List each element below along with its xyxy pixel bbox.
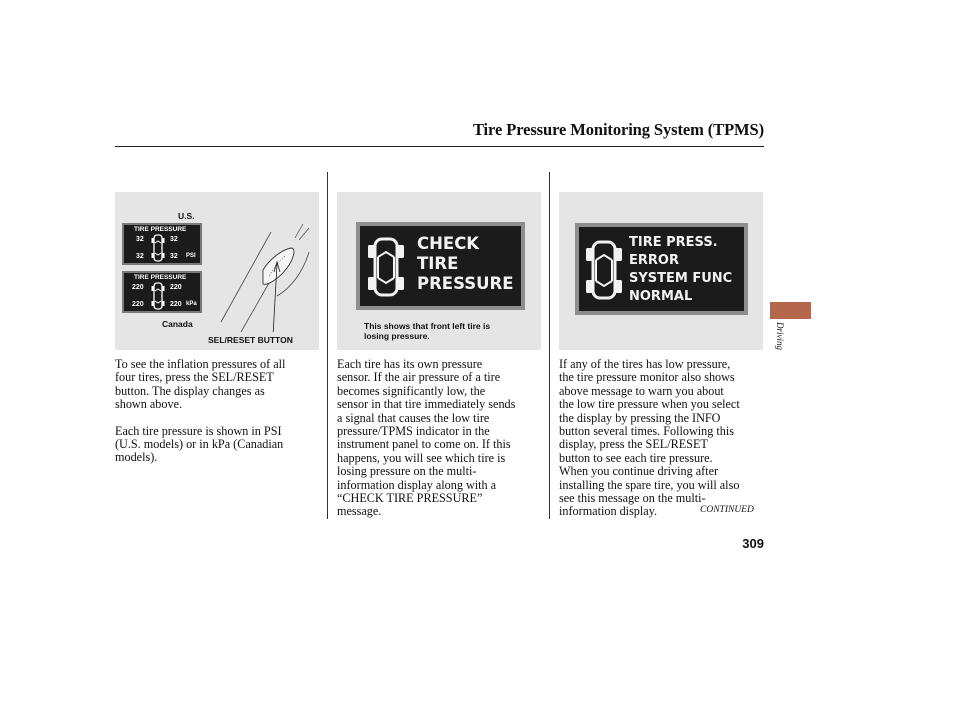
paragraph xyxy=(115,425,325,465)
text-line: display, press the SEL/RESET xyxy=(559,437,708,452)
text-line: information display along with a xyxy=(337,477,497,492)
continued-label: CONTINUED xyxy=(700,505,754,515)
section-tab xyxy=(770,302,811,319)
text-line: the tire pressure monitor also shows xyxy=(559,370,735,385)
us-label: U.S. xyxy=(178,211,195,221)
text-line: When you continue driving after xyxy=(559,464,719,479)
car-icon xyxy=(367,235,405,299)
car-icon xyxy=(151,282,165,310)
column-divider-1 xyxy=(327,172,328,519)
text-line: instrument panel to come on. If this xyxy=(337,437,511,452)
us-front-right-value: 32 xyxy=(170,236,178,243)
us-rear-left-value: 32 xyxy=(136,253,144,260)
text-line: becomes significantly low, the xyxy=(337,383,486,398)
canada-pressure-display xyxy=(122,271,202,313)
caption-line-1: This shows that front left tire is xyxy=(364,321,491,331)
illustration-panel-us-canada xyxy=(115,192,319,350)
tire-press-error-display xyxy=(575,223,748,315)
us-unit-label: PSI xyxy=(186,253,196,259)
lcd-line-1: TIRE PRESS. xyxy=(629,235,718,250)
canada-unit-label: kPa xyxy=(186,301,197,307)
steering-stalk-illustration xyxy=(211,212,317,332)
us-front-left-value: 32 xyxy=(136,236,144,243)
canada-rear-right-value: 220 xyxy=(170,301,182,308)
text-line: a signal that causes the low tire xyxy=(337,410,490,425)
text-line: models). xyxy=(115,450,158,465)
text-line: “CHECK TIRE PRESSURE” xyxy=(337,491,483,506)
us-pressure-display xyxy=(122,223,202,265)
page-title: Tire Pressure Monitoring System (TPMS) xyxy=(472,120,764,139)
canada-label: Canada xyxy=(162,319,193,329)
text-line: the display by pressing the INFO xyxy=(559,410,721,425)
illustration-panel-check-tire xyxy=(337,192,541,350)
text-line: button several times. Following this xyxy=(559,424,735,439)
column-divider-2 xyxy=(549,172,550,519)
text-line: button to see each tire pressure. xyxy=(559,450,713,465)
canada-display-heading: TIRE PRESSURE xyxy=(134,274,187,281)
text-line: message. xyxy=(337,504,382,519)
canada-front-left-value: 220 xyxy=(132,284,144,291)
text-line: Each tire has its own pressure xyxy=(337,357,483,371)
section-tab-label: Driving xyxy=(775,322,785,350)
car-icon xyxy=(585,238,623,302)
text-line: the low tire pressure when you select xyxy=(559,397,740,412)
text-line: above message to warn you about xyxy=(559,383,724,398)
lcd-line-4: NORMAL xyxy=(629,289,693,304)
lcd-line-3: PRESSURE xyxy=(417,274,514,293)
paragraph xyxy=(559,358,769,519)
paragraph xyxy=(337,358,547,519)
car-icon xyxy=(151,234,165,262)
paragraph xyxy=(115,358,325,412)
text-line: sensor. If the air pressure of a tire xyxy=(337,370,501,385)
text-line: shown above. xyxy=(115,397,183,412)
text-line: losing pressure on the multi- xyxy=(337,464,477,479)
column-1-text xyxy=(115,358,325,478)
check-tire-pressure-display xyxy=(356,222,525,310)
text-line: four tires, press the SEL/RESET xyxy=(115,370,274,385)
column-2-text xyxy=(337,358,547,532)
lcd-line-2: ERROR xyxy=(629,253,679,268)
text-line: If any of the tires has low pressure, xyxy=(559,357,731,371)
us-rear-right-value: 32 xyxy=(170,253,178,260)
text-line: button. The display changes as xyxy=(115,383,265,398)
lcd-line-3: SYSTEM FUNC xyxy=(629,271,733,286)
text-line: Each tire pressure is shown in PSI xyxy=(115,423,282,438)
lcd-line-1: CHECK xyxy=(417,234,480,253)
text-line: To see the inflation pressures of all xyxy=(115,357,286,371)
text-line: (U.S. models) or in kPa (Canadian xyxy=(115,437,284,452)
text-line: information display. xyxy=(559,504,658,519)
title-rule xyxy=(115,146,764,147)
text-line: sensor in that tire immediately sends xyxy=(337,397,516,412)
canada-rear-left-value: 220 xyxy=(132,301,144,308)
text-line: pressure/TPMS indicator in the xyxy=(337,424,490,439)
illustration-panel-error xyxy=(559,192,763,350)
caption-line-2: losing pressure. xyxy=(364,331,430,341)
canada-front-right-value: 220 xyxy=(170,284,182,291)
sel-reset-button-label: SEL/RESET BUTTON xyxy=(208,335,293,345)
page-number: 309 xyxy=(742,536,764,551)
text-line: see this message on the multi- xyxy=(559,491,706,506)
check-tire-caption xyxy=(364,321,490,341)
lcd-line-2: TIRE xyxy=(417,254,459,273)
us-display-heading: TIRE PRESSURE xyxy=(134,226,187,233)
text-line: happens, you will see which tire is xyxy=(337,450,506,465)
text-line: installing the spare tire, you will also xyxy=(559,477,740,492)
